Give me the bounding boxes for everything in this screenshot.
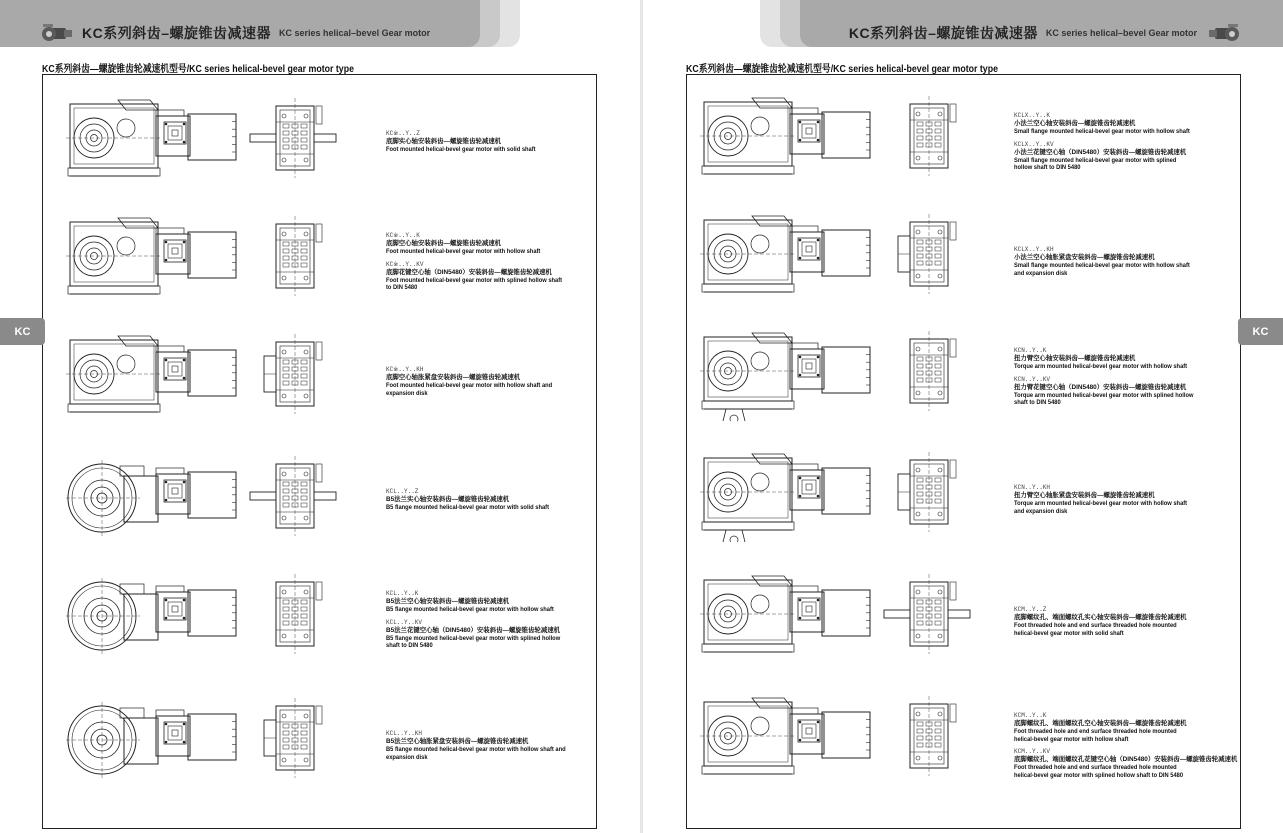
gear-motor-type-row xyxy=(0,328,641,424)
end-view-drawing xyxy=(880,90,976,186)
type-code: KCL..Y..K xyxy=(386,590,419,597)
end-view-drawing xyxy=(246,692,342,788)
type-description xyxy=(1014,246,1214,277)
end-view-drawing xyxy=(246,92,342,188)
description-cn: 底脚空心轴胀紧盘安装斜齿—螺旋锥齿轮减速机 xyxy=(386,374,521,381)
header-band xyxy=(642,0,1283,47)
description-cn: 底脚螺纹孔、端面螺纹孔实心轴安装斜齿—螺旋锥齿轮减速机 xyxy=(1014,614,1187,621)
description-cn: 底脚空心轴安装斜齿—螺旋锥齿轮减速机 xyxy=(386,240,502,247)
end-view-drawing xyxy=(246,568,342,664)
gear-motor-type-row xyxy=(642,446,1283,542)
side-view-drawing xyxy=(66,92,256,188)
description-en: Foot threaded hole and end surface threaded hole mounted helical-bevel gear motor with splined hollow shaft to DIN 5480 xyxy=(1014,764,1184,779)
type-description xyxy=(1014,347,1214,407)
side-view-drawing xyxy=(66,568,256,664)
side-view-drawing xyxy=(66,328,256,424)
side-tab: KC xyxy=(1238,318,1283,345)
description-cn: 小法兰花键空心轴（DIN5480）安装斜齿—螺旋锥齿轮减速机 xyxy=(1014,148,1187,156)
end-view-drawing xyxy=(246,328,342,424)
description-en: Small flange mounted helical-bevel gear motor with hollow shaft and expansion disk xyxy=(1014,262,1190,277)
end-view-drawing xyxy=(880,690,976,786)
type-description xyxy=(386,488,586,512)
gear-motor-type-row xyxy=(0,450,641,546)
header-title xyxy=(849,22,1241,44)
description-cn: 小法兰空心轴胀紧盘安装斜齿—螺旋锥齿轮减速机 xyxy=(1014,254,1155,261)
gear-motor-type-row xyxy=(0,692,641,788)
description-en: Foot threaded hole and end surface threaded hole mounted helical-bevel gear motor with solid shaft xyxy=(1014,622,1177,637)
description-cn: B5法兰空心轴安装斜齿—螺旋锥齿轮减速机 xyxy=(386,598,510,605)
type-code: KCLX..Y..KH xyxy=(1014,246,1054,253)
side-view-drawing xyxy=(700,208,890,304)
description-en: B5 flange mounted helical-bevel gear motor with hollow shaft and expansion disk xyxy=(386,746,566,761)
side-view-drawing xyxy=(66,210,256,306)
header-title-cn: KC系列斜齿–螺旋锥齿减速器 xyxy=(848,25,1038,41)
description-en: B5 flange mounted helical-bevel gear motor with hollow shaft xyxy=(386,606,554,613)
description-cn: 底脚螺纹孔、端面螺纹孔花键空心轴（DIN5480）安装斜齿—螺旋锥齿轮减速机 xyxy=(1014,756,1238,764)
type-code: KCL..Y..Z xyxy=(386,488,419,495)
type-code: KCM..Y..K xyxy=(1014,712,1047,719)
gear-motor-type-row xyxy=(0,568,641,664)
type-code: KCN..Y..K xyxy=(1014,347,1047,354)
type-code: KC※..Y..Z xyxy=(386,130,420,137)
description-en: Foot mounted helical-bevel gear motor with solid shaft xyxy=(386,146,536,153)
header-title-cn: KC系列斜齿–螺旋锥齿减速器 xyxy=(82,25,272,41)
type-description xyxy=(386,730,586,761)
end-view-drawing xyxy=(880,446,976,542)
gear-motor-type-row xyxy=(642,325,1283,421)
type-code: KC※..Y..KV xyxy=(386,260,424,268)
end-view-drawing xyxy=(880,325,976,421)
description-en: Torque arm mounted helical-bevel gear motor with hollow shaft and expansion disk xyxy=(1014,500,1188,515)
description-en: Small flange mounted helical-bevel gear motor with hollow shaft xyxy=(1014,128,1190,135)
description-en: Torque arm mounted helical-bevel gear motor with hollow shaft xyxy=(1014,363,1188,370)
gear-motor-type-row xyxy=(0,92,641,188)
description-en: Torque arm mounted helical-bevel gear motor with splined hollow shaft to DIN 5480 xyxy=(1014,391,1194,407)
type-code: KC※..Y..K xyxy=(386,232,420,239)
description-en: Small flange mounted helical-bevel gear motor with splined hollow shaft to DIN 5480 xyxy=(1014,156,1177,172)
type-description xyxy=(1014,712,1237,779)
gear-motor-logo-icon xyxy=(40,21,74,45)
description-en: B5 flange mounted helical-bevel gear motor with solid shaft xyxy=(386,504,549,511)
type-code: KCN..Y..KH xyxy=(1014,484,1051,491)
gear-motor-logo-icon xyxy=(1207,21,1241,45)
description-cn: B5法兰花键空心轴（DIN5480）安装斜齿—螺旋锥齿轮减速机 xyxy=(386,626,560,634)
type-code: KCN..Y..KV xyxy=(1014,375,1051,383)
description-en: Foot mounted helical-bevel gear motor with hollow shaft xyxy=(386,248,541,255)
description-en: Foot mounted helical-bevel gear motor with hollow shaft and expansion disk xyxy=(386,382,553,397)
side-view-drawing xyxy=(66,692,256,788)
type-code: KCM..Y..Z xyxy=(1014,606,1047,613)
right-page xyxy=(642,0,1283,833)
type-description xyxy=(386,590,586,650)
description-en: B5 flange mounted helical-bevel gear motor with splined hollow shaft to DIN 5480 xyxy=(386,634,561,650)
description-en: Foot threaded hole and end surface threaded hole mounted helical-bevel gear motor with hollow shaft xyxy=(1014,728,1177,743)
description-cn: 底脚实心轴安装斜齿—螺旋锥齿轮减速机 xyxy=(386,138,502,145)
type-description xyxy=(386,130,586,154)
end-view-drawing xyxy=(880,568,976,664)
end-view-drawing xyxy=(246,450,342,546)
page-subtitle: KC系列斜齿—螺旋锥齿轮减速机型号/KC series helical-bevel gear motor type xyxy=(42,64,354,75)
description-en: Foot mounted helical-bevel gear motor with splined hollow shaft to DIN 5480 xyxy=(386,276,563,292)
description-cn: 底脚花键空心轴（DIN5480）安装斜齿—螺旋锥齿轮减速机 xyxy=(386,268,552,276)
side-view-drawing xyxy=(700,446,890,542)
description-cn: 扭力臂花键空心轴（DIN5480）安装斜齿—螺旋锥齿轮减速机 xyxy=(1014,383,1187,391)
header-title xyxy=(40,22,430,44)
description-cn: 扭力臂空心轴胀紧盘安装斜齿—螺旋锥齿轮减速机 xyxy=(1014,492,1155,499)
side-view-drawing xyxy=(66,450,256,546)
end-view-drawing xyxy=(880,208,976,304)
header-title-en: KC series helical–bevel Gear motor xyxy=(1045,28,1197,38)
type-code: KCLX..Y..KV xyxy=(1014,140,1054,148)
left-page xyxy=(0,0,641,833)
gear-motor-type-row xyxy=(642,690,1283,786)
description-cn: 小法兰空心轴安装斜齿—螺旋锥齿轮减速机 xyxy=(1014,120,1136,127)
description-cn: B5法兰空心轴胀紧盘安装斜齿—螺旋锥齿轮减速机 xyxy=(386,738,529,745)
description-cn: 扭力臂空心轴安装斜齿—螺旋锥齿轮减速机 xyxy=(1014,355,1136,362)
type-description xyxy=(386,232,586,292)
type-code: KCLX..Y..K xyxy=(1014,112,1051,119)
side-view-drawing xyxy=(700,90,890,186)
gear-motor-type-row xyxy=(0,210,641,306)
description-cn: 底脚螺纹孔、端面螺纹孔空心轴安装斜齿—螺旋锥齿轮减速机 xyxy=(1014,720,1187,727)
type-code: KCM..Y..KV xyxy=(1014,748,1051,756)
side-view-drawing xyxy=(700,568,890,664)
header-title-en: KC series helical–bevel Gear motor xyxy=(279,28,431,38)
type-description xyxy=(1014,484,1214,515)
page-subtitle: KC系列斜齿—螺旋锥齿轮减速机型号/KC series helical-bevel gear motor type xyxy=(686,64,998,75)
type-code: KCL..Y..KV xyxy=(386,618,423,626)
side-tab: KC xyxy=(0,318,45,345)
side-view-drawing xyxy=(700,325,890,421)
type-description xyxy=(386,366,586,397)
end-view-drawing xyxy=(246,210,342,306)
description-cn: B5法兰实心轴安装斜齿—螺旋锥齿轮减速机 xyxy=(386,496,510,503)
type-description xyxy=(1014,606,1214,637)
side-view-drawing xyxy=(700,690,890,786)
gear-motor-type-row xyxy=(642,90,1283,186)
type-code: KC※..Y..KH xyxy=(386,366,424,373)
header-band xyxy=(0,0,641,47)
gear-motor-type-row xyxy=(642,208,1283,304)
type-description xyxy=(1014,112,1214,172)
type-code: KCL..Y..KH xyxy=(386,730,423,737)
gear-motor-type-row xyxy=(642,568,1283,664)
